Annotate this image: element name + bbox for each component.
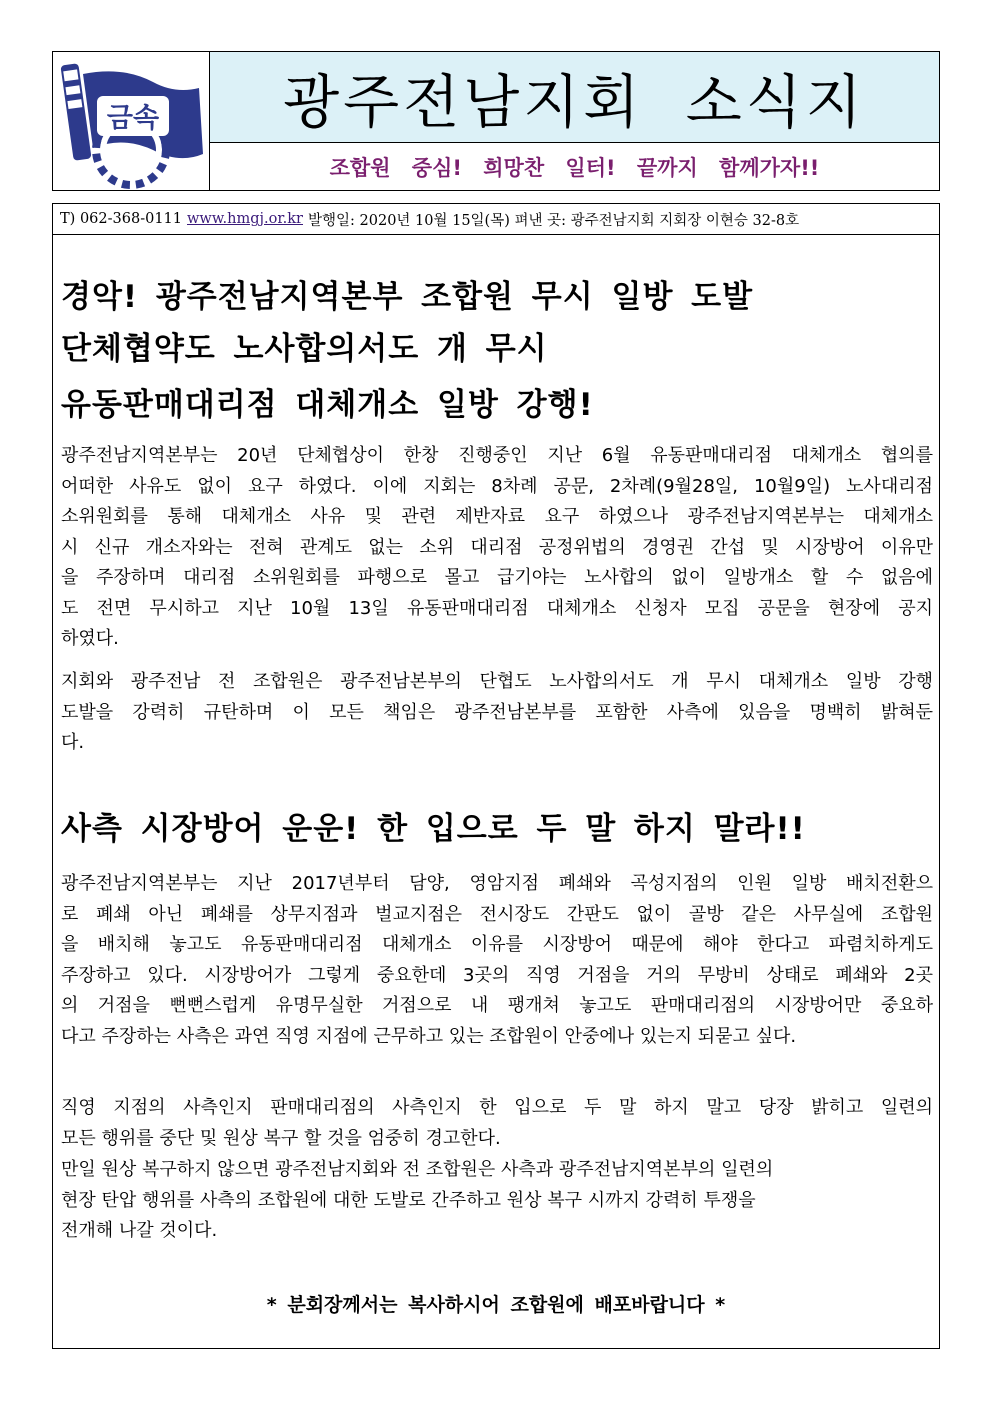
union-flag-logo bbox=[53, 52, 209, 190]
text-line: 하였다. bbox=[61, 628, 119, 649]
article2-headline: 사측 시장방어 운운! 한 입으로 두 말 하지 말라!! bbox=[61, 811, 806, 847]
text-line: 현장 탄압 행위를 사측의 조합원에 대한 도발로 간주하고 원상 복구 시까지 강력히 투쟁을 bbox=[61, 1189, 756, 1211]
article2-paragraph-1 bbox=[61, 869, 933, 1052]
text-line: 시 신규 개소자와는 전혀 관계도 없는 소위 대리점 공정위법의 경영권 간섭 및 시장방어 이유만 bbox=[61, 536, 933, 558]
text-line: 주장하고 있다. 시장방어가 그렇게 중요한데 3곳의 직영 거점을 거의 무방비 상태로 폐쇄와 2곳 bbox=[61, 964, 933, 986]
text-line: 다고 주장하는 사측은 과연 직영 지점에 근무하고 있는 조합원이 안중에나 있는지 되묻고 싶다. bbox=[61, 1025, 797, 1047]
distribution-note: * 분회장께서는 복사하시어 조합원에 배포바랍니다 * bbox=[266, 1294, 726, 1316]
article1-headline-line1: 경악! 광주전남지역본부 조합원 무시 일방 도발 bbox=[61, 279, 754, 315]
newsletter-body bbox=[52, 234, 940, 1349]
title-cell bbox=[210, 52, 939, 143]
text-line: 도발을 강력히 규탄하며 이 모든 책임은 광주전남본부를 포함한 사측에 있음을 명백히 밝혀둔 bbox=[61, 701, 933, 723]
text-line: 의 거점을 뻔뻔스럽게 유명무실한 거점으로 내 팽개쳐 놓고도 판매대리점의 시장방어만 중요하 bbox=[61, 995, 933, 1016]
article2-paragraph-2 bbox=[61, 1093, 933, 1154]
article1-paragraph-2 bbox=[61, 667, 933, 759]
publication-info-bar bbox=[52, 203, 940, 234]
text-line: 직영 지점의 사측인지 판매대리점의 사측인지 한 입으로 두 말 하지 말고 당장 밝히고 일련의 bbox=[61, 1097, 933, 1118]
text-line: 어떠한 사유도 없이 요구 하였다. 이에 지회는 8차례 공문, 2차례(9월28일, 10월9일) 노사대리점 bbox=[61, 475, 933, 497]
text-line: 광주전남지역본부는 지난 2017년부터 담양, 영암지점 폐쇄와 곡성지점의 인원 일방 배치전환으 bbox=[61, 873, 933, 894]
article2-paragraph-3 bbox=[61, 1155, 933, 1247]
text-line: 광주전남지역본부는 20년 단체협상이 한창 진행중인 지난 6월 유동판매대리점 대체개소 협의를 bbox=[61, 445, 933, 466]
publication-details: 발행일: 2020년 10월 15일(목) 펴낸 곳: 광주전남지회 지회장 이현승 32-8호 bbox=[308, 212, 800, 229]
newsletter-header bbox=[52, 51, 940, 191]
logo-cell bbox=[53, 52, 210, 190]
text-line: 소위원회를 통해 대체개소 사유 및 관련 제반자료 요구 하였으나 광주전남지역본부는 대체개소 bbox=[61, 506, 933, 527]
website-link[interactable]: www.hmgj.or.kr bbox=[187, 211, 303, 227]
article1-headline-line3: 유동판매대리점 대체개소 일방 강행! bbox=[61, 387, 594, 423]
text-line: 을 주장하며 대리점 소위원회를 파행으로 몰고 급기야는 노사합의 없이 일방개소 할 수 없음에 bbox=[61, 567, 933, 588]
page-title: 광주전남지회 소식지 bbox=[283, 68, 866, 136]
logo-text: 금속 bbox=[106, 103, 160, 134]
text-line: 만일 원상 복구하지 않으면 광주전남지회와 전 조합원은 사측과 광주전남지역본부의 일련의 bbox=[61, 1159, 774, 1180]
text-line: 다. bbox=[61, 732, 85, 753]
text-line: 을 배치해 놓고도 유동판매대리점 대체개소 이유를 시장방어 때문에 해야 한다고 파렴치하게도 bbox=[61, 934, 933, 955]
text-line: 모든 행위를 중단 및 원상 복구 할 것을 엄중히 경고한다. bbox=[61, 1127, 501, 1149]
phone-number: T) 062-368-0111 bbox=[60, 211, 182, 227]
slogan-cell bbox=[210, 143, 939, 190]
article1-paragraph-1 bbox=[61, 441, 933, 655]
text-line: 지회와 광주전남 전 조합원은 광주전남본부의 단협도 노사합의서도 개 무시 대체개소 일방 강행 bbox=[61, 671, 933, 692]
slogan: 조합원 중심! 희망찬 일터! 끝까지 함께가자!! bbox=[329, 155, 820, 180]
text-line: 도 전면 무시하고 지난 10월 13일 유동판매대리점 대체개소 신청자 모집 공문을 현장에 공지 bbox=[61, 597, 933, 619]
article1-headline-line2: 단체협약도 노사합의서도 개 무시 bbox=[61, 331, 548, 367]
text-line: 로 폐쇄 아닌 폐쇄를 상무지점과 벌교지점은 전시장도 간판도 없이 골방 같은 사무실에 조합원 bbox=[61, 903, 933, 925]
text-line: 전개해 나갈 것이다. bbox=[61, 1220, 218, 1241]
